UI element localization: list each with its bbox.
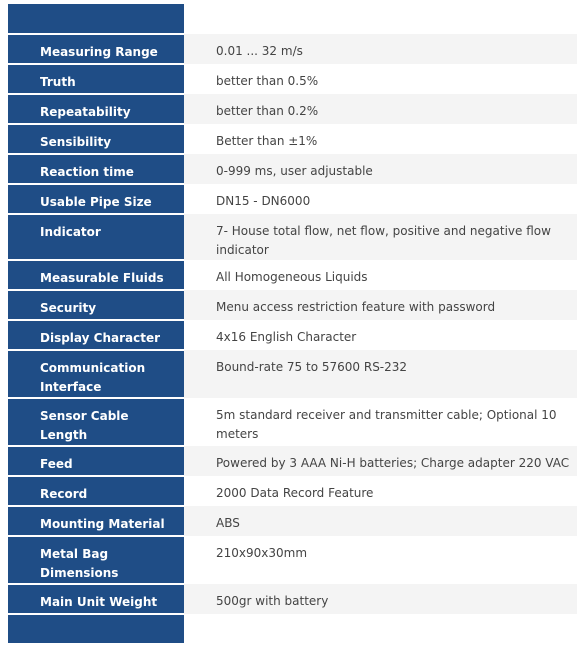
spec-value-cell [184,350,577,398]
spec-value: Bound-rate 75 to 57600 RS-232 [216,360,408,374]
spec-label-cell [8,34,184,64]
spec-label-cell [8,214,184,260]
spec-value: Powered by 3 AAA Ni-H batteries; Charge adapter 220 VAC [216,456,570,470]
spec-value-cell [184,214,577,260]
spec-label-cell [8,124,184,154]
table-row [8,506,577,536]
spec-value: DN15 - DN6000 [216,194,311,208]
spec-value: 0.01 ... 32 m/s [216,44,303,58]
spec-value: ABS [216,516,240,530]
spec-label-cell [8,446,184,476]
table-row [8,398,577,446]
spec-label: Feed [40,457,73,471]
spec-label-cell [8,398,184,446]
spec-value-cell [184,506,577,536]
spec-value-cell [184,584,577,614]
spec-value-cell [184,320,577,350]
spec-label-cell [8,476,184,506]
spec-label: Sensibility [40,135,112,149]
spec-label: Record [40,487,88,501]
spec-value: 0-999 ms, user adjustable [216,164,373,178]
spec-value: 210x90x30mm [216,546,308,560]
table-footer-row [8,614,577,644]
spec-label-cell [8,260,184,290]
spec-value: Menu access restriction feature with password [216,300,496,314]
table-row [8,446,577,476]
spec-value-cell [184,398,577,446]
spec-value-cell [184,64,577,94]
footer-label-cell [8,614,184,644]
table-row [8,94,577,124]
spec-label: Display Character [40,331,161,345]
table-row [8,260,577,290]
spec-label: Metal Bag Dimensions [40,547,119,580]
spec-value-cell [184,536,577,584]
spec-label-cell [8,536,184,584]
spec-value: All Homogeneous Liquids [216,270,368,284]
spec-label: Communication Interface [40,361,146,394]
spec-value-cell [184,446,577,476]
spec-label: Measuring Range [40,45,158,59]
spec-value-cell [184,94,577,124]
table-row [8,290,577,320]
spec-label-cell [8,94,184,124]
table-row [8,154,577,184]
header-label-cell [8,4,184,34]
spec-label: Repeatability [40,105,131,119]
header-value-cell [184,4,577,34]
spec-label: Mounting Material [40,517,165,531]
table-row [8,184,577,214]
table-row [8,476,577,506]
table-row [8,320,577,350]
spec-label: Main Unit Weight [40,595,158,609]
table-row [8,350,577,398]
spec-value-cell [184,290,577,320]
spec-value-cell [184,124,577,154]
spec-label: Security [40,301,97,315]
spec-label: Indicator [40,225,101,239]
spec-label: Measurable Fluids [40,271,164,285]
spec-value: 2000 Data Record Feature [216,486,374,500]
table-row [8,584,577,614]
table-header-row [8,4,577,34]
spec-value-cell [184,476,577,506]
spec-label-cell [8,506,184,536]
table-row [8,214,577,260]
table-row [8,64,577,94]
spec-label: Usable Pipe Size [40,195,152,209]
specifications-table [8,4,577,645]
spec-label: Sensor Cable Length [40,409,129,442]
spec-value: better than 0.5% [216,74,319,88]
spec-value-cell [184,184,577,214]
table-row [8,536,577,584]
spec-value: Better than ±1% [216,134,318,148]
spec-label-cell [8,584,184,614]
spec-label: Reaction time [40,165,134,179]
spec-value: 5m standard receiver and transmitter cable; Optional 10 meters [216,408,557,441]
spec-value: 4x16 English Character [216,330,357,344]
spec-value-cell [184,260,577,290]
spec-label-cell [8,320,184,350]
spec-value: 7- House total flow, net flow, positive and negative flow indicator [216,224,551,257]
spec-value-cell [184,34,577,64]
spec-label-cell [8,154,184,184]
table-row [8,34,577,64]
footer-value-cell [184,614,577,644]
spec-value-cell [184,154,577,184]
spec-label-cell [8,184,184,214]
spec-label-cell [8,64,184,94]
table-row [8,124,577,154]
spec-label-cell [8,290,184,320]
spec-value: 500gr with battery [216,594,329,608]
spec-value: better than 0.2% [216,104,319,118]
spec-label-cell [8,350,184,398]
spec-label: Truth [40,75,76,89]
